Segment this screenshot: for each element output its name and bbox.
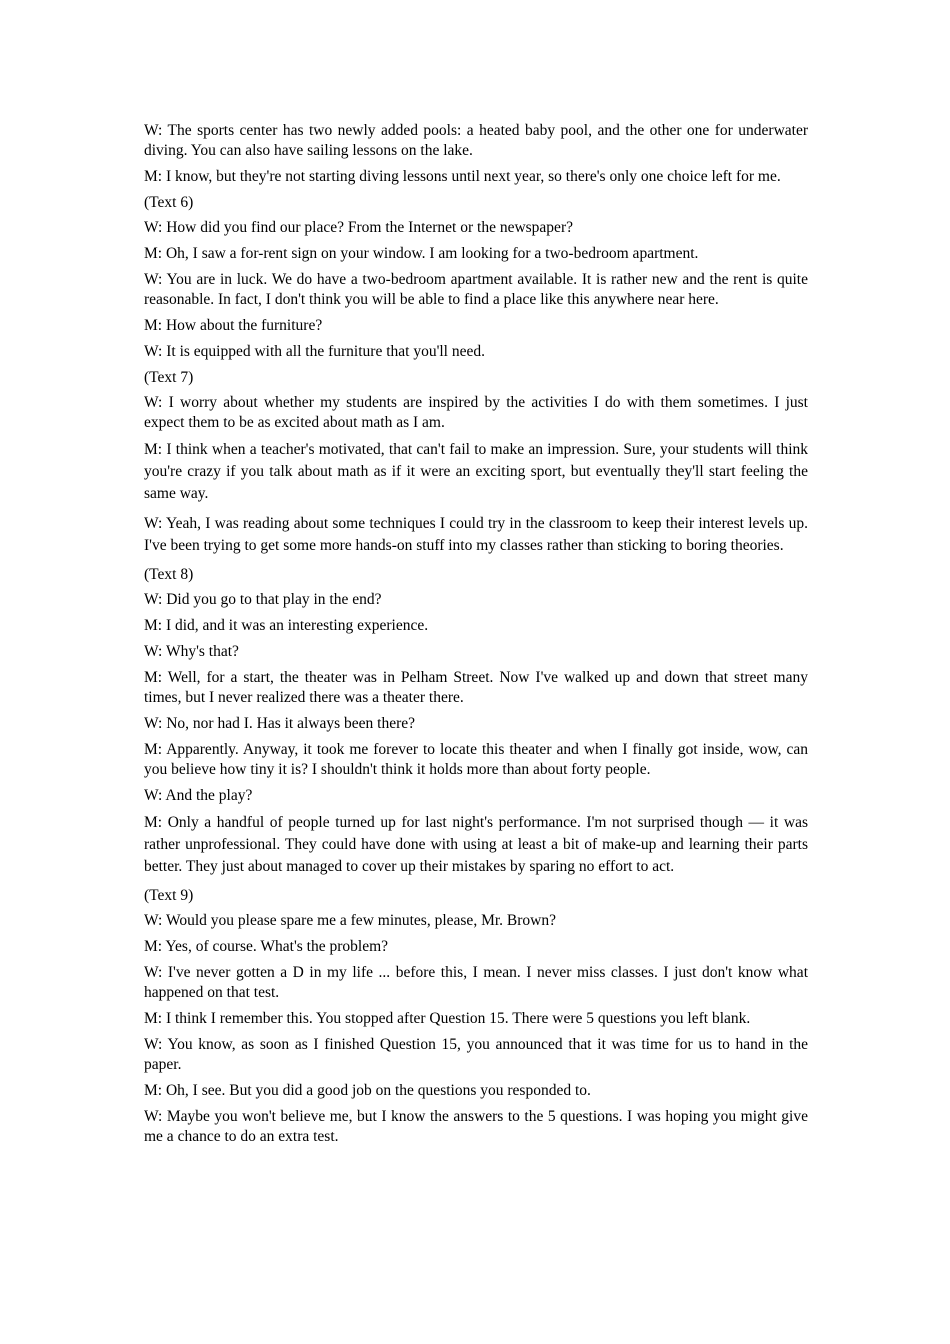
dialogue-line: M: Oh, I see. But you did a good job on the questions you responded to.	[144, 1082, 591, 1099]
dialogue-line: M: Only a handful of people turned up for last night's performance. I'm not surprised though — it was rather unprofessional. They could have done with using at least a bit of make-up and learning their parts better. They just about managed to cover up their mistakes by sparing no effort to act.	[144, 814, 808, 875]
dialogue-line: M: I think I remember this. You stopped after Question 15. There were 5 questions you left blank.	[144, 1010, 751, 1027]
dialogue-line: W: Would you please spare me a few minutes, please, Mr. Brown?	[144, 912, 556, 929]
dialogue-line: W: How did you find our place? From the Internet or the newspaper?	[144, 219, 573, 236]
dialogue-line: M: I think when a teacher's motivated, that can't fail to make an impression. Sure, your students will think you're crazy if you talk about math as if it were an exciting sport, but eventually they'll start feeling the same way.	[144, 441, 808, 502]
dialogue-line: M: How about the furniture?	[144, 317, 323, 334]
dialogue-line: W: I've never gotten a D in my life ... before this, I mean. I never miss classes. I just don't know what happened on that test.	[144, 964, 808, 1001]
dialogue-line: W: You know, as soon as I finished Question 15, you announced that it was time for us to hand in the paper.	[144, 1036, 808, 1073]
dialogue-line: M: Apparently. Anyway, it took me forever to locate this theater and when I finally got inside, wow, can you believe how tiny it is? I shouldn't think it holds more than about forty people.	[144, 741, 808, 778]
dialogue-line: W: Why's that?	[144, 643, 239, 660]
section-heading: (Text 8)	[144, 566, 194, 583]
dialogue-line: M: I did, and it was an interesting experience.	[144, 617, 429, 634]
dialogue-line: W: You are in luck. We do have a two-bedroom apartment available. It is rather new and the rent is quite reasonable. In fact, I don't think you will be able to find a place like this anywhere near here.	[144, 271, 808, 308]
dialogue-line: M: Well, for a start, the theater was in Pelham Street. Now I've walked up and down that street many times, but I never realized there was a theater there.	[144, 669, 808, 706]
dialogue-line: W: It is equipped with all the furniture that you'll need.	[144, 343, 485, 360]
section-heading: (Text 7)	[144, 369, 194, 386]
dialogue-line: W: And the play?	[144, 787, 253, 804]
section-heading: (Text 9)	[144, 887, 194, 904]
dialogue-line: M: I know, but they're not starting diving lessons until next year, so there's only one choice left for me.	[144, 168, 781, 185]
document-page	[144, 121, 808, 1153]
dialogue-line: M: Yes, of course. What's the problem?	[144, 938, 389, 955]
dialogue-line: M: Oh, I saw a for-rent sign on your window. I am looking for a two-bedroom apartment.	[144, 245, 699, 262]
dialogue-line: W: I worry about whether my students are inspired by the activities I do with them sometimes. I just expect them to be as excited about math as I am.	[144, 394, 808, 431]
dialogue-line: W: The sports center has two newly added pools: a heated baby pool, and the other one for underwater diving. You can also have sailing lessons on the lake.	[144, 122, 808, 159]
dialogue-line: W: Yeah, I was reading about some techniques I could try in the classroom to keep their interest levels up. I've been trying to get some more hands-on stuff into my classes rather than sticking to boring theories.	[144, 515, 808, 554]
dialogue-line: W: Did you go to that play in the end?	[144, 591, 382, 608]
section-heading: (Text 6)	[144, 194, 194, 211]
dialogue-line: W: No, nor had I. Has it always been there?	[144, 715, 416, 732]
dialogue-line: W: Maybe you won't believe me, but I know the answers to the 5 questions. I was hoping you might give me a chance to do an extra test.	[144, 1108, 808, 1145]
